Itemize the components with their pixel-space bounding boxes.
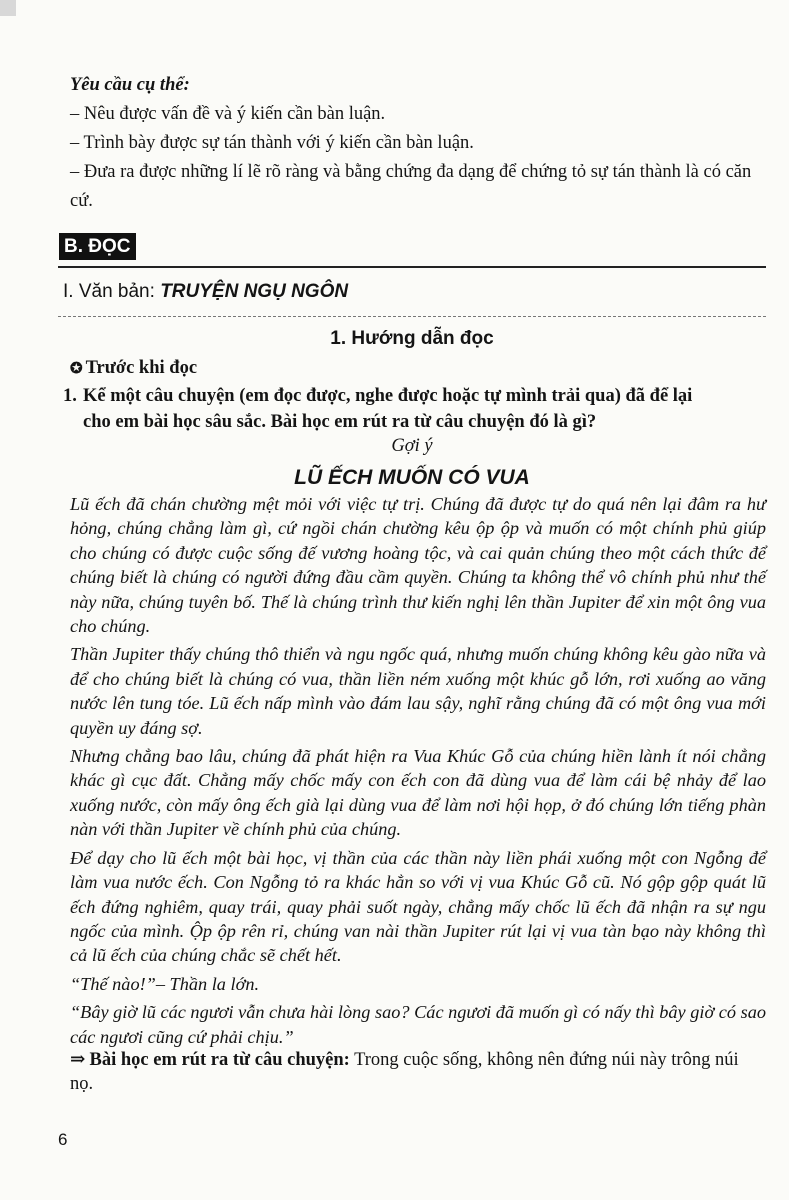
before-reading [70,356,197,381]
story-paragraph: “Thế nào!”– Thần la lớn. [70,973,260,994]
lesson-name: TRUYỆN NGỤ NGÔN [160,281,349,302]
star-circle-icon: ✪ [70,361,83,377]
page-corner-shadow [0,0,16,16]
hint-label: Gợi ý [391,436,433,456]
question-number: 1. [63,386,77,406]
guide-title: 1. Hướng dẫn đọc [330,328,494,349]
moral-text: Trong cuộc sống, không nên đứng núi này trông núi nọ. [70,1050,739,1094]
question-line: cho em bài học sâu sắc. Bài học em rút ra từ câu chuyện đó là gì? [83,412,597,432]
moral-line [70,1048,766,1096]
question-1 [63,383,765,435]
page-number: 6 [58,1130,68,1149]
requirements-heading: Yêu cầu cụ thể: [70,75,190,95]
before-reading-label: Trước khi đọc [85,358,198,378]
lesson-divider [58,316,766,317]
story-paragraph: Thần Jupiter thấy chúng thô thiển và ngu ngốc quá, nhưng muốn chúng không kêu gào nữa và để cho chúng biết là chúng có vua, thần liền ném xuống một khúc gỗ lớn, rơi xuống ao văng nước lên tung tóe. Lũ ếch nấp mình vào đám lau sậy, nghĩ rằng chúng đã có một ông vua mới quyền uy đáng sợ. [70,644,766,738]
section-divider [58,266,766,268]
requirement-item: – Trình bày được sự tán thành với ý kiến cần bàn luận. [70,133,474,153]
story-paragraph: Nhưng chẳng bao lâu, chúng đã phát hiện ra Vua Khúc Gỗ của chúng hiền lành ít nói chẳng khác gì cục đất. Chẳng mấy chốc mấy con ếch con đã dùng vua để làm cái bệ nhảy để lao xuống nước, còn mấy ông ếch già lại dùng vua để làm nơi hội họp, ở đó chúng lớn tiếng phàn nàn với thần Jupiter về chính phủ của chúng. [70,746,766,840]
requirement-item: – Nêu được vấn đề và ý kiến cần bàn luận. [70,104,386,124]
lesson-title [63,280,348,304]
story-title: LŨ ẾCH MUỐN CÓ VUA [294,466,530,489]
story-body [70,492,766,1053]
story-paragraph: Để dạy cho lũ ếch một bài học, vị thần của các thần này liền phái xuống một con Ngỗng để làm vua nước ếch. Con Ngỗng tỏ ra khác hẳn so với vị vua Khúc Gỗ cũ. Nó gộp gộp quát lũ ếch đứng nghiêm, quay trái, quay phải suốt ngày, chẳng mấy chốc lũ ếch đã nhận ra sự ngu ngốc của mình. Ộp ộp rên rỉ, chúng van nài thần Jupiter rút lại vị vua tàn bạo này không thì cả lũ ếch của chúng chắc sẽ chết hết. [70,847,766,966]
lesson-prefix: I. Văn bản: [63,281,161,302]
story-paragraph: Lũ ếch đã chán chường mệt mỏi với việc tự trị. Chúng đã được tự do quá nên lại đâm ra hư hỏng, chúng chẳng làm gì, cứ ngồi chán chường kêu ộp ộp và muốn có một chính phủ giúp cho chúng có được cuộc sống đế vương hoàng tộc, và cai quản chúng theo một cách thức để chúng biết là chúng có người đứng đầu cầm quyền. Chúng ta không thể vô chính phủ như thế này nữa, chúng tuyên bố. Thế là chúng trình thư kiến nghị lên thần Jupiter để xin một ông vua cho chúng. [70,494,766,637]
requirements-block [70,71,765,216]
arrow-icon: ⇒ [70,1050,86,1070]
moral-label: Bài học em rút ra từ câu chuyện: [89,1050,350,1070]
question-line: Kể một câu chuyện (em đọc được, nghe được hoặc tự mình trải qua) đã để lại [83,386,693,406]
section-label: B. ĐỌC [59,233,136,260]
requirement-item: – Đưa ra được những lí lẽ rõ ràng và bằng chứng đa dạng để chứng tỏ sự tán thành là có căn cứ. [70,162,752,211]
story-paragraph: “Bây giờ lũ các ngươi vẫn chưa hài lòng sao? Các ngươi đã muốn gì có nấy thì bây giờ có sao các ngươi cũng cứ phải chịu.” [70,1002,767,1047]
